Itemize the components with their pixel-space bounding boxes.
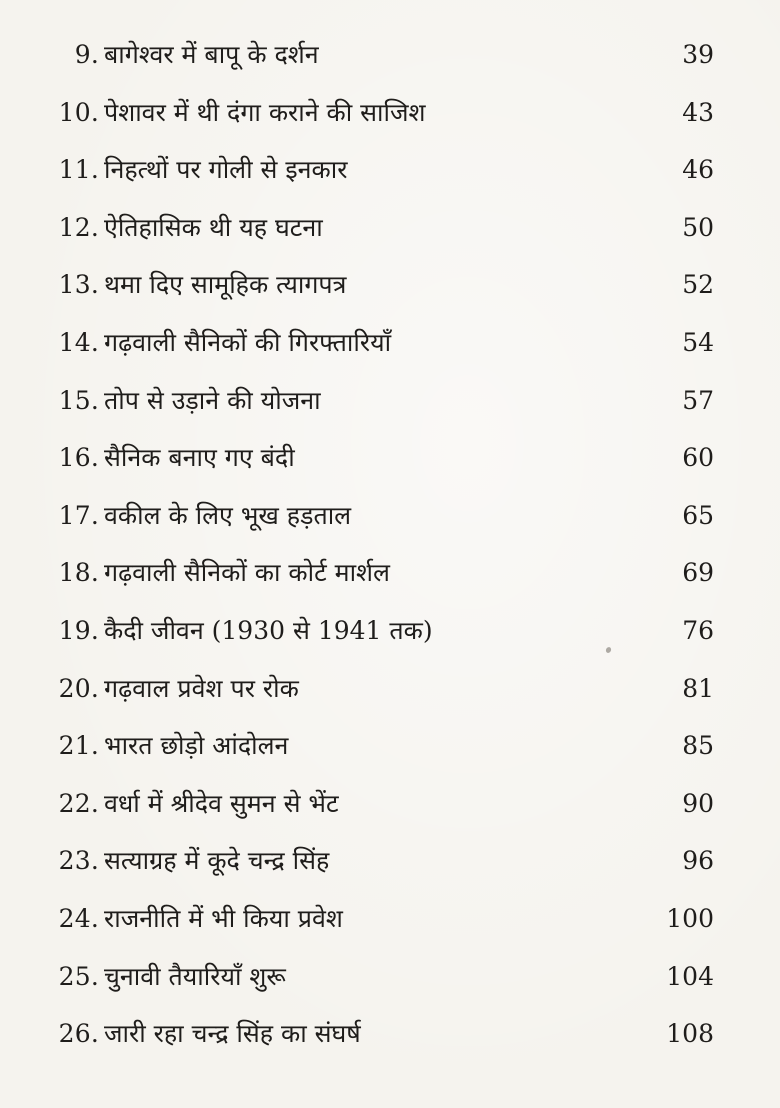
chapter-title: जारी रहा चन्द्र सिंह का संघर्ष: [104, 1019, 361, 1049]
chapter-number: 23.: [58, 846, 99, 876]
toc-entry-13: [0, 256, 780, 314]
toc-entry-20: [0, 660, 780, 718]
chapter-title: वर्धा में श्रीदेव सुमन से भेंट: [104, 788, 339, 818]
page-number: 96: [682, 846, 714, 876]
chapter-number: 26.: [58, 1019, 99, 1049]
chapter-title: चुनावी तैयारियाँ शुरू: [104, 961, 286, 991]
page-number: 46: [682, 155, 714, 185]
chapter-number: 18.: [58, 558, 99, 588]
page-number: 90: [682, 788, 714, 818]
chapter-title: थमा दिए सामूहिक त्यागपत्र: [104, 270, 347, 300]
chapter-number: 20.: [58, 673, 99, 703]
toc-entry-17: [0, 487, 780, 545]
chapter-number: 25.: [58, 961, 99, 991]
chapter-number: 22.: [58, 788, 99, 818]
chapter-number: 11.: [58, 155, 99, 185]
toc-entry-9: [0, 26, 780, 84]
chapter-number: 24.: [58, 903, 99, 933]
chapter-title: तोप से उड़ाने की योजना: [104, 385, 321, 415]
toc-entry-11: [0, 141, 780, 199]
chapter-title: गढ़वाली सैनिकों की गिरफ्तारियाँ: [104, 327, 392, 357]
chapter-title: गढ़वाली सैनिकों का कोर्ट मार्शल: [104, 558, 390, 588]
chapter-number: 13.: [58, 270, 99, 300]
page-number: 108: [666, 1019, 714, 1049]
toc-entry-10: [0, 84, 780, 142]
page-number: 57: [682, 385, 714, 415]
page-number: 43: [682, 97, 714, 127]
toc-entry-19: [0, 602, 780, 660]
chapter-number: 16.: [58, 443, 99, 473]
page-number: 39: [682, 40, 714, 69]
page-number: 52: [682, 270, 714, 300]
chapter-title: निहत्थों पर गोली से इनकार: [104, 155, 348, 185]
chapter-title: कैदी जीवन (1930 से 1941 तक): [104, 615, 433, 645]
table-of-contents: [0, 26, 780, 1063]
chapter-number: 17.: [58, 500, 99, 530]
page-number: 81: [682, 673, 714, 703]
toc-entry-15: [0, 372, 780, 430]
page-number: 65: [682, 500, 714, 530]
chapter-title: गढ़वाल प्रवेश पर रोक: [104, 673, 299, 703]
page-number: 100: [666, 903, 714, 933]
toc-entry-14: [0, 314, 780, 372]
chapter-title: वकील के लिए भूख हड़ताल: [104, 500, 352, 530]
chapter-number: 19.: [58, 615, 99, 645]
chapter-title: सैनिक बनाए गए बंदी: [104, 443, 295, 473]
chapter-title: ऐतिहासिक थी यह घटना: [104, 212, 323, 242]
toc-entry-21: [0, 717, 780, 775]
page-number: 85: [682, 731, 714, 761]
toc-entry-25: [0, 948, 780, 1006]
toc-entry-18: [0, 544, 780, 602]
chapter-title: बागेश्वर में बापू के दर्शन: [104, 40, 319, 69]
chapter-title: भारत छोड़ो आंदोलन: [104, 731, 289, 761]
chapter-number: 21.: [58, 731, 99, 761]
page-number: 54: [682, 327, 714, 357]
page-number: 76: [682, 615, 714, 645]
toc-entry-12: [0, 199, 780, 257]
toc-entry-24: [0, 890, 780, 948]
toc-entry-26: [0, 1005, 780, 1063]
chapter-title: सत्याग्रह में कूदे चन्द्र सिंह: [104, 846, 330, 876]
chapter-number: 9.: [74, 40, 99, 69]
toc-entry-16: [0, 429, 780, 487]
chapter-number: 12.: [58, 212, 99, 242]
toc-entry-22: [0, 775, 780, 833]
chapter-number: 14.: [58, 327, 99, 357]
toc-entry-23: [0, 832, 780, 890]
chapter-number: 15.: [58, 385, 99, 415]
chapter-title: पेशावर में थी दंगा कराने की साजिश: [104, 97, 426, 127]
page-number: 104: [666, 961, 714, 991]
chapter-number: 10.: [58, 97, 99, 127]
page-number: 69: [682, 558, 714, 588]
page-number: 50: [682, 212, 714, 242]
page-number: 60: [682, 443, 714, 473]
chapter-title: राजनीति में भी किया प्रवेश: [104, 903, 343, 933]
